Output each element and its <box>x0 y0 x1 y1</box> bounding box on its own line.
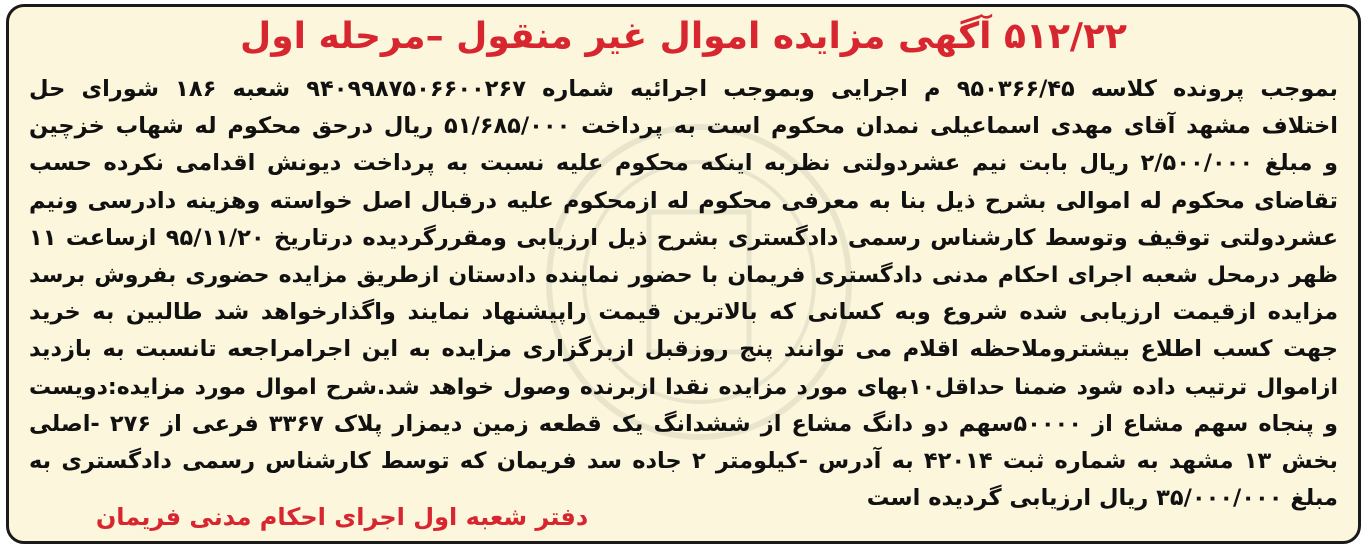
body-line: اختلاف مشهد آقای مهدی اسماعیلی نمدان محکوم است به پرداخت ۵۱/۶۸۵/۰۰۰ ریال درحق محکوم له شهاب خزچین <box>29 113 1338 140</box>
notice-body <box>29 71 1338 517</box>
body-line: و پنجاه سهم مشاع از ۵۰۰۰۰سهم دو دانگ مشاع از ششدانگ یک قطعه زمین دیمزار پلاک ۳۳۶۷ فرعی از ۲۷۶ -اصلی <box>29 410 1338 437</box>
notice-frame <box>6 4 1361 544</box>
body-line: ازاموال ترتیب داده شود ضمنا حداقل۱۰بهای مورد مزایده نقدا ازبرنده وصول خواهد شد.شرح اموال مورد مزایده:دویست <box>29 374 1338 400</box>
body-line: تقاضای محکوم له اموالی بشرح ذیل بنا به معرفی محکوم له ازمحکوم علیه درقبال اصل خواسته وهزینه دادرسی ونیم <box>29 187 1338 214</box>
body-line: و مبلغ ۲/۵۰۰/۰۰۰ ریال بابت نیم عشردولتی نظربه اینکه محکوم علیه نسبت به پرداخت دیونش اقدامی نکرده حسب <box>29 150 1338 177</box>
body-line-last: مبلغ ۳۵/۰۰۰/۰۰۰ ریال ارزیابی گردیده است <box>866 485 1338 512</box>
body-line: مزایده ازقیمت ارزیابی شده شروع وبه کسانی که بالاترین قیمت راپیشنهاد نمایند واگذارخواهد شد طالبین به خرید <box>29 299 1338 326</box>
body-line: بخش ۱۳ مشهد به شماره ثبت ۴۲۰۱۴ به آدرس -کیلومتر ۲ جاده سد فریمان که توسط کارشناس رسمی دادگستری به <box>29 447 1338 474</box>
signature: دفتر شعبه اول اجرای احکام مدنی فریمان <box>95 503 589 531</box>
notice-title: ۵۱۲/۲۲ آگهی مزایده اموال غیر منقول –مرحله اول <box>239 16 1128 57</box>
body-line: بموجب پرونده کلاسه ۹۵۰۳۶۶/۴۵ م اجرایی وبموجب اجرائیه شماره ۹۴۰۹۹۸۷۵۰۶۶۰۰۲۶۷ شعبه ۱۸۶ شورای حل <box>29 76 1338 102</box>
body-line: جهت کسب اطلاع بیشترو‌ملاحظه اقلام می توانند پنج روزقبل ازبرگزاری مزایده به این اجرامراجعه تانسبت به بازدید <box>29 336 1338 363</box>
body-line: عشردولتی توقیف وتوسط کارشناس رسمی دادگستری بشرح ذیل ارزیابی ومقررگردیده درتاریخ ۹۵/۱۱/۲۰ ازساعت ۱۱ <box>29 224 1338 251</box>
body-line: ظهر درمحل شعبه اجرای احکام مدنی دادگستری فریمان با حضور نماینده دادستان ازطریق مزایده حضوری بفروش برسد <box>29 262 1338 288</box>
